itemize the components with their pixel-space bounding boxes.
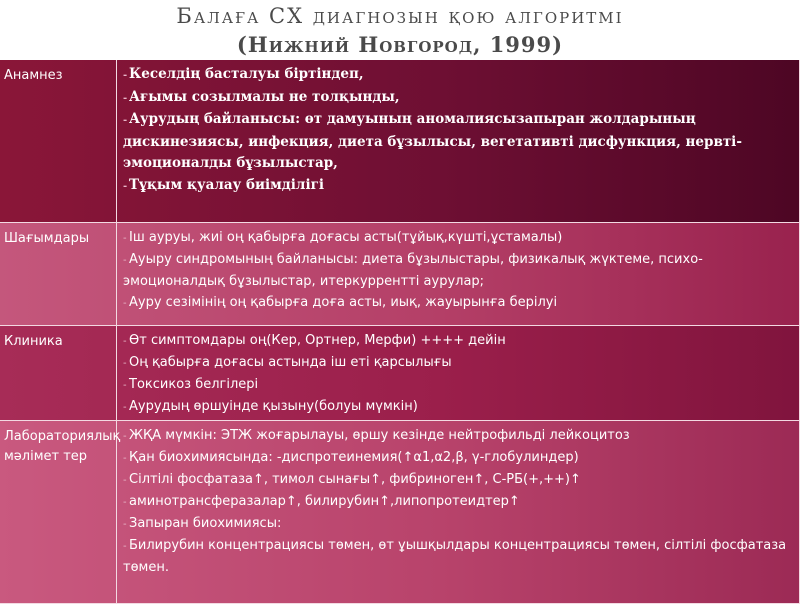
list-item: - Билирубин концентрациясы төмен, өт ұышқылдары концентрациясы төмен, сілтілі фосфатаза төмен.	[123, 537, 787, 575]
row-label-complaints: Шағымдары	[0, 222, 117, 325]
bullet-dash-icon: -	[123, 379, 127, 391]
bullet-dash-icon: -	[123, 180, 128, 192]
row-label-anamnesis: Анамнез	[0, 60, 117, 222]
row-content-complaints	[117, 222, 800, 325]
list-item: - Оң қабырға доғасы астында іш еті қарсылығы	[123, 352, 797, 374]
table-row-anamnesis	[0, 60, 800, 222]
bullet-dash-icon: -	[123, 115, 128, 126]
list-item: - Ауыру синдромының байланысы: диета бұзылыстары, физикалық жүктеме, психо-эмоционалдық бұзылыстар, итеркуррентті аурулар;	[123, 251, 703, 289]
slide-title	[0, 0, 800, 62]
bullet-dash-icon: -	[123, 357, 127, 369]
bullet-dash-icon: -	[123, 335, 127, 347]
bullet-dash-icon: -	[123, 518, 127, 530]
list-item: - Аурудың өршуінде қызыну(болуы мүмкін)	[123, 396, 797, 418]
bullet-dash-icon: -	[123, 496, 127, 508]
bullet-dash-icon: -	[123, 297, 127, 309]
bullet-dash-icon: -	[123, 474, 127, 486]
bullet-dash-icon: -	[123, 540, 127, 552]
list-item: - Токсикоз белгілері	[123, 374, 797, 396]
bullet-dash-icon: -	[123, 254, 127, 266]
diagnosis-algorithm-table	[0, 60, 800, 604]
bullet-dash-icon: -	[123, 70, 128, 81]
row-content-anamnesis	[117, 60, 800, 222]
list-item: - Ағымы созылмалы не толқынды,	[123, 87, 797, 110]
list-item: - ЖҚА мүмкін: ЭТЖ жоғарылауы, өршу кезінде нейтрофильді лейкоцитоз	[123, 425, 797, 447]
bullet-dash-icon: -	[123, 92, 128, 104]
row-label-laboratory: Лабораториялық мәлімет тер	[0, 420, 117, 603]
table-row-clinic	[0, 325, 800, 420]
bullet-dash-icon: -	[123, 430, 127, 442]
list-item: - Іш ауруы, жиі оң қабырға доғасы асты(тұйық,күшті,ұстамалы)	[123, 227, 797, 249]
list-item: - Запыран биохимиясы:	[123, 513, 797, 535]
list-item: - Тұқым қуалау биімділігі	[123, 175, 797, 198]
row-content-laboratory	[117, 420, 800, 603]
list-item: - Өт симптомдары оң(Кер, Ортнер, Мерфи) ++++ дейін	[123, 330, 797, 352]
table-row-complaints	[0, 222, 800, 325]
title-main: Балаға СХ диагнозын қою алгоритмі	[176, 4, 624, 28]
list-item: - Аурудың байланысы: өт дамуының аномалиясызапыран жолдарының дискинезиясы, инфекция, диета бұзылысы, вегетативті дисфункция, нервті-эмоционалды бұзылыстар,	[123, 111, 742, 171]
row-label-clinic: Клиника	[0, 325, 117, 420]
list-item: - аминотрансферазалар↑, билирубин↑,липопротеидтер↑	[123, 491, 797, 513]
list-item: - Ауру сезімінің оң қабырға доға асты, иық, жауырынға берілуі	[123, 292, 797, 314]
bullet-dash-icon: -	[123, 401, 127, 413]
title-subtitle: (Нижний Новгород, 1999)	[236, 32, 564, 57]
bullet-dash-icon: -	[123, 452, 127, 464]
list-item: - Сілтілі фосфатаза↑, тимол сынағы↑, фибриноген↑, С-РБ(+,++)↑	[123, 469, 797, 491]
bullet-dash-icon: -	[123, 232, 127, 244]
table-row-laboratory	[0, 420, 800, 603]
list-item: - Қан биохимиясында: -диспротеинемия(↑α1,α2,β, γ-глобулиндер)	[123, 447, 797, 469]
list-item: - Кеселдің басталуы біртіндеп,	[123, 64, 797, 87]
row-content-clinic	[117, 325, 800, 420]
